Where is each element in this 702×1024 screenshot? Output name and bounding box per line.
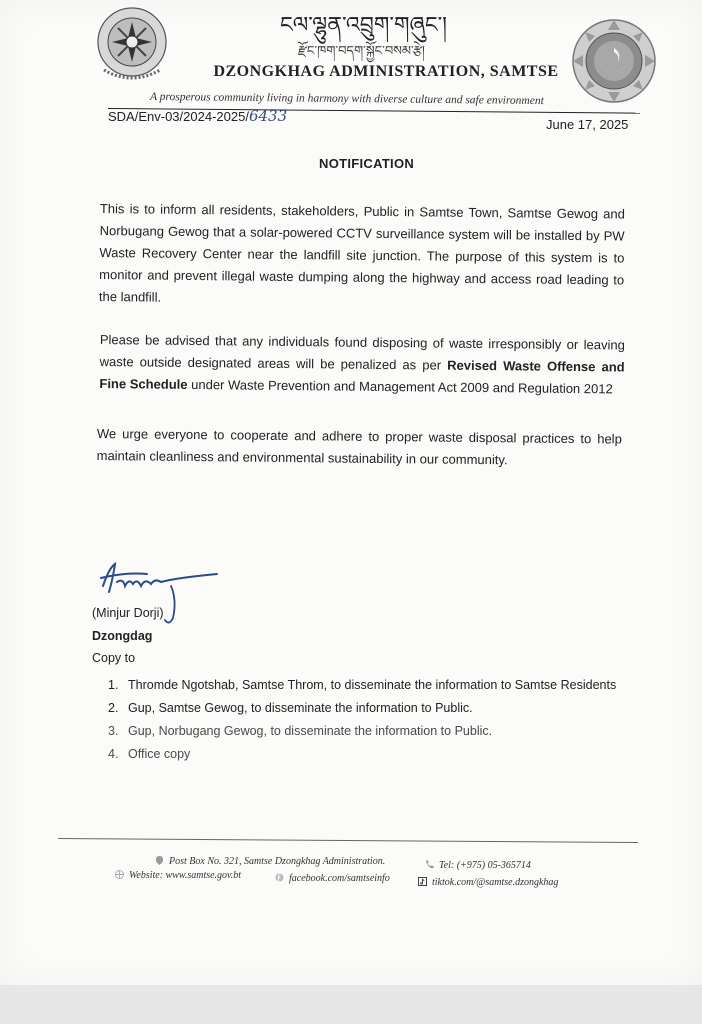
list-item xyxy=(108,676,618,695)
body-paragraph-1: This is to inform all residents, stakeholders, Public in Samtse Town, Samtse Gewog and Norbugang Gewog that a solar-powered CCTV surveillance system will be installed by PW Waste Recovery Center near the landfill site junction. The purpose of this system is to monitor and prevent illegal waste dumping along the highway and access road leading to the landfill. xyxy=(98,200,625,305)
facebook-text: facebook.com/samtseinfo xyxy=(289,873,390,884)
list-item-text: Gup, Samtse Gewog, to disseminate the information to Public. xyxy=(128,701,473,715)
location-pin-icon xyxy=(155,856,164,865)
body-paragraph-2 xyxy=(99,329,625,400)
globe-icon xyxy=(115,870,124,879)
footer-divider xyxy=(58,838,638,843)
tiktok-text: tiktok.com/@samtse.dzongkhag xyxy=(432,877,559,888)
facebook-icon xyxy=(275,873,284,882)
paragraph-2-text-start: Please be advised that any individuals found disposing of waste irresponsibly or leaving waste outside designated areas will be penalized as per xyxy=(99,331,625,373)
dzongkhag-emblem-logo xyxy=(571,18,657,104)
footer-tiktok xyxy=(418,877,558,888)
copy-to-label: Copy to xyxy=(92,651,136,665)
organization-motto: A prosperous community living in harmony with diverse culture and safe environment xyxy=(149,90,544,108)
tibetan-title-text: ངལ་ལྷུན་འབྲུག་གཞུང་། xyxy=(280,13,448,38)
footer-facebook xyxy=(275,873,390,884)
copy-to-list xyxy=(108,676,618,768)
fine-schedule-title: Revised Waste Offense and Fine Schedule xyxy=(99,357,625,392)
list-item-text: Office copy xyxy=(128,747,191,761)
body-paragraph-3: We urge everyone to cooperate and adhere to proper waste disposal practices to help maintain cleanliness and environmental sustainability in our community. xyxy=(96,425,622,468)
paragraph-2-text-end: under Waste Prevention and Management Act 2009 and Regulation 2012 xyxy=(187,376,613,397)
website-text: Website: www.samtse.gov.bt xyxy=(129,870,242,881)
organization-name: DZONGKHAG ADMINISTRATION, SAMTSE xyxy=(213,63,559,80)
list-number: 2. xyxy=(108,701,119,715)
reference-number xyxy=(108,107,287,125)
list-item xyxy=(108,722,618,741)
list-item-text: Gup, Norbugang Gewog, to disseminate the information to Public. xyxy=(128,724,493,738)
signer-title: Dzongdag xyxy=(92,629,153,643)
tibetan-subtitle-text: རྫོང་ཁག་བདག་སྐྱོང་བསམ་རྩེ། xyxy=(298,44,425,59)
list-number: 4. xyxy=(108,747,119,761)
list-number: 1. xyxy=(108,678,119,692)
list-number: 3. xyxy=(108,724,119,738)
list-item xyxy=(108,745,618,764)
telephone-text: Tel: (+975) 05-365714 xyxy=(439,860,531,871)
notification-date: June 17, 2025 xyxy=(546,117,629,132)
list-item xyxy=(108,699,618,718)
tiktok-icon xyxy=(418,877,427,886)
handwritten-reference-number: 6433 xyxy=(248,107,288,125)
reference-prefix: SDA/Env-03/2024-2025/ xyxy=(108,109,249,124)
footer-telephone xyxy=(425,860,531,871)
list-item-text: Thromde Ngotshab, Samtse Throm, to disseminate the information to Samtse Residents xyxy=(128,678,617,692)
post-address-text: Post Box No. 321, Samtse Dzongkhag Administration. xyxy=(169,856,386,867)
signer-name: (Minjur Dorji) xyxy=(92,606,164,620)
phone-icon xyxy=(425,860,434,869)
footer-website xyxy=(115,870,241,881)
notification-heading: NOTIFICATION xyxy=(319,156,415,171)
footer-post-address xyxy=(155,856,385,867)
